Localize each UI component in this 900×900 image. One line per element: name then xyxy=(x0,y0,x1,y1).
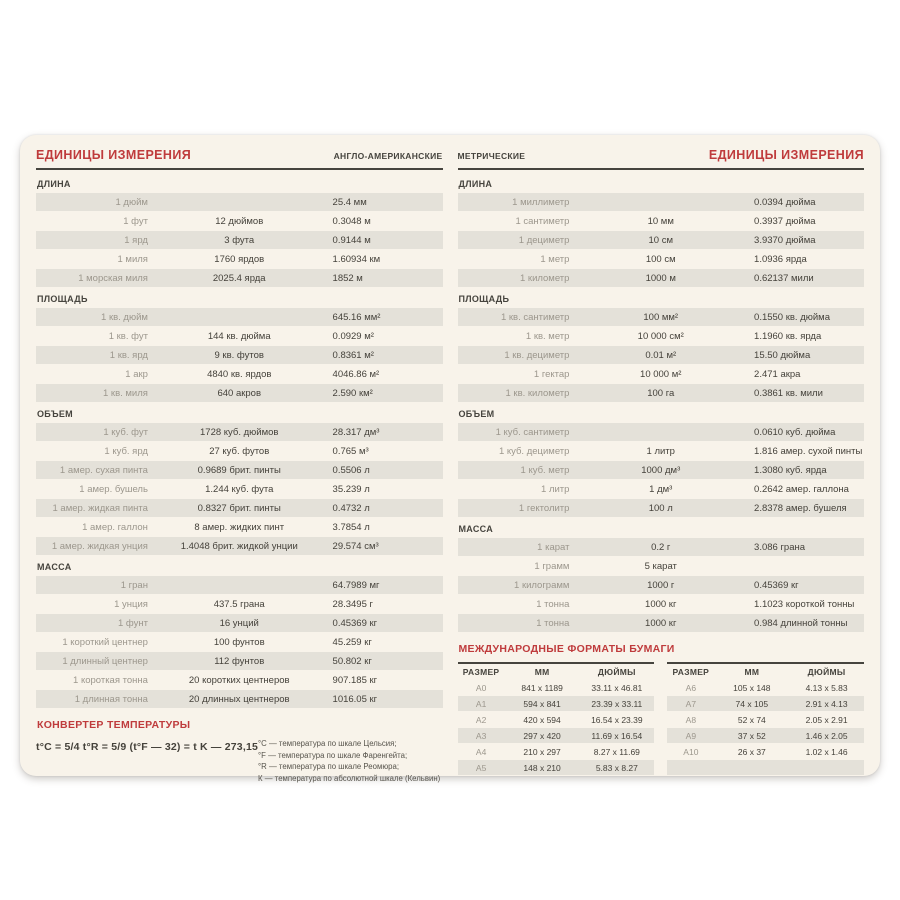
unit-cell: 645.16 мм² xyxy=(332,311,381,323)
paper-cell: 594 x 841 xyxy=(523,698,561,709)
unit-cell: 1 фут xyxy=(123,215,148,227)
paper-cell: A9 xyxy=(685,730,697,741)
paper-table-row xyxy=(667,680,864,695)
paper-cell: 1.46 x 2.05 xyxy=(805,730,848,741)
table-row xyxy=(36,346,443,364)
unit-cell: 1 дюйм xyxy=(115,196,148,208)
table-row xyxy=(36,480,443,498)
table-row xyxy=(458,250,865,268)
temperature-note-line: °C — температура по шкале Цельсия; xyxy=(258,739,397,748)
table-row xyxy=(458,480,865,498)
paper-cell: 26 x 37 xyxy=(737,746,766,757)
unit-cell: 0.984 длинной тонны xyxy=(754,617,848,629)
unit-cell: 0.3048 м xyxy=(332,215,371,227)
paper-table-row xyxy=(458,696,655,711)
unit-cell: 0.0394 дюйма xyxy=(754,196,816,208)
unit-cell: 1728 куб. дюймов xyxy=(200,426,279,438)
unit-cell: 4046.86 м² xyxy=(332,368,380,380)
unit-cell: 0.5506 л xyxy=(332,464,370,476)
unit-cell: 2.8378 амер. бушеля xyxy=(754,502,847,514)
unit-cell: 1.60934 км xyxy=(332,253,381,265)
unit-cell: 1 дм³ xyxy=(649,483,673,495)
paper-column-header: ММ xyxy=(744,666,760,677)
unit-cell: 1000 м xyxy=(645,272,676,284)
paper-cell: A10 xyxy=(683,746,699,757)
unit-cell: 2025.4 ярда xyxy=(212,272,266,284)
unit-section xyxy=(36,562,443,708)
paper-table-row xyxy=(667,696,864,711)
unit-cell: 1 фунт xyxy=(117,617,148,629)
unit-cell: 1 куб. ярд xyxy=(104,445,148,457)
unit-cell: 1 тонна xyxy=(536,617,570,629)
paper-cell: A4 xyxy=(475,746,487,757)
left-column-header xyxy=(36,148,443,170)
unit-cell: 0.9144 м xyxy=(332,234,371,246)
unit-cell: 1 амер. галлон xyxy=(82,521,148,533)
unit-cell: 1 амер. жидкая унция xyxy=(51,540,148,552)
unit-cell: 1000 г xyxy=(647,579,675,591)
unit-cell: 0.4732 л xyxy=(332,502,370,514)
unit-cell: 100 см xyxy=(645,253,676,265)
unit-cell: 3 фута xyxy=(224,234,255,246)
table-row xyxy=(36,537,443,555)
unit-cell: 0.62137 мили xyxy=(754,272,814,284)
section-title: ОБЪЕМ xyxy=(37,409,73,419)
table-row xyxy=(458,595,865,613)
unit-section xyxy=(36,409,443,555)
section-title: ПЛОЩАДЬ xyxy=(37,294,88,304)
unit-cell: 1 литр xyxy=(541,483,570,495)
table-row xyxy=(36,461,443,479)
paper-cell: 16.54 x 23.39 xyxy=(591,714,643,725)
unit-cell: 0.2 г xyxy=(651,541,671,553)
unit-cell: 1000 дм³ xyxy=(641,464,681,476)
paper-column-header: ММ xyxy=(534,666,550,677)
unit-cell: 16 унций xyxy=(219,617,259,629)
table-row xyxy=(36,499,443,517)
unit-cell: 1 длинный центнер xyxy=(62,655,148,667)
temperature-converter-title: КОНВЕРТЕР ТЕМПЕРАТУРЫ xyxy=(37,719,191,731)
unit-cell: 1 карат xyxy=(537,541,570,553)
unit-cell: 15.50 дюйма xyxy=(754,349,811,361)
reference-page-card xyxy=(20,135,880,784)
column-subtitle-metric: МЕТРИЧЕСКИЕ xyxy=(457,151,526,161)
table-row xyxy=(458,212,865,230)
unit-cell: 45.259 кг xyxy=(332,636,372,648)
table-row xyxy=(458,308,865,326)
unit-cell: 20 коротких центнеров xyxy=(188,674,290,686)
paper-table-row xyxy=(458,728,655,743)
unit-cell: 1.816 амер. сухой пинты xyxy=(754,445,863,457)
unit-cell: 1 миля xyxy=(117,253,148,265)
unit-cell: 1 ярд xyxy=(124,234,148,246)
unit-cell: 100 фунтов xyxy=(213,636,265,648)
paper-cell: 11.69 x 16.54 xyxy=(591,730,643,741)
temperature-formula: t°C = 5/4 t°R = 5/9 (t°F — 32) = t K — 273,15 xyxy=(36,741,259,753)
paper-cell: 841 x 1189 xyxy=(521,682,563,693)
unit-cell: 1016.05 кг xyxy=(332,693,378,705)
paper-table-header-row xyxy=(667,662,864,679)
table-row xyxy=(36,614,443,632)
unit-cell: 1760 ярдов xyxy=(214,253,265,265)
paper-cell: A6 xyxy=(685,682,697,693)
table-row xyxy=(458,614,865,632)
section-title: ПЛОЩАДЬ xyxy=(458,294,510,304)
table-row xyxy=(36,308,443,326)
table-row xyxy=(458,384,865,402)
metric-column xyxy=(457,148,865,773)
unit-cell: 3.7854 л xyxy=(332,521,370,533)
unit-cell: 1.1023 короткой тонны xyxy=(754,598,855,610)
unit-table xyxy=(36,193,443,287)
paper-table-row xyxy=(667,728,864,743)
unit-cell: 1 амер. жидкая пинта xyxy=(52,502,148,514)
unit-cell: 10 мм xyxy=(647,215,674,227)
unit-cell: 0.01 м² xyxy=(645,349,677,361)
unit-cell: 5 карат xyxy=(644,560,677,572)
unit-cell: 29.574 см³ xyxy=(332,540,379,552)
unit-cell: 8 амер. жидких пинт xyxy=(194,521,285,533)
paper-table-row xyxy=(458,760,655,775)
unit-cell: 1852 м xyxy=(332,272,363,284)
paper-cell: A0 xyxy=(475,682,487,693)
paper-cell: A1 xyxy=(475,698,487,709)
paper-column-header: РАЗМЕР xyxy=(462,666,500,677)
unit-section xyxy=(36,294,443,402)
unit-cell: 112 фунтов xyxy=(214,655,265,667)
unit-cell: 10 000 м² xyxy=(640,368,682,380)
section-title: МАССА xyxy=(458,524,494,534)
table-row xyxy=(458,327,865,345)
paper-table-row xyxy=(458,712,655,727)
unit-table xyxy=(458,423,865,517)
unit-table xyxy=(458,193,865,287)
paper-cell: 74 x 105 xyxy=(735,698,769,709)
table-row xyxy=(36,212,443,230)
paper-cell: 105 x 148 xyxy=(733,682,771,693)
paper-cell: 33.11 x 46.81 xyxy=(591,682,643,693)
unit-cell: 1 метр xyxy=(540,253,570,265)
unit-cell: 1.3080 куб. ярда xyxy=(754,464,827,476)
paper-table-row xyxy=(667,712,864,727)
unit-cell: 1 акр xyxy=(125,368,148,380)
paper-table-row xyxy=(667,744,864,759)
unit-cell: 25.4 мм xyxy=(332,196,367,208)
two-column-layout xyxy=(36,148,864,784)
paper-formats-table-a6-a10 xyxy=(667,662,864,776)
paper-cell: 148 x 210 xyxy=(523,762,561,773)
section-title: ДЛИНА xyxy=(458,179,493,189)
unit-cell: 1 амер. бушель xyxy=(79,483,148,495)
unit-cell: 1 кв. дюйм xyxy=(101,311,148,323)
unit-cell: 1 амер. сухая пинта xyxy=(59,464,148,476)
unit-cell: 2.471 акра xyxy=(754,368,801,380)
table-row xyxy=(36,652,443,670)
unit-cell: 100 мм² xyxy=(643,311,679,323)
table-row xyxy=(458,461,865,479)
unit-cell: 1 кв. миля xyxy=(103,387,148,399)
unit-cell: 1 килограмм xyxy=(514,579,570,591)
table-row xyxy=(458,499,865,517)
paper-cell: 5.83 x 8.27 xyxy=(595,762,638,773)
temperature-converter-body xyxy=(36,738,443,785)
paper-cell: 297 x 420 xyxy=(523,730,561,741)
paper-column-header: ДЮЙМЫ xyxy=(597,666,636,677)
table-row xyxy=(36,595,443,613)
paper-formats xyxy=(458,643,865,776)
unit-cell: 907.185 кг xyxy=(332,674,378,686)
unit-cell: 1 морская миля xyxy=(78,272,148,284)
unit-cell: 0.2642 амер. галлона xyxy=(754,483,849,495)
unit-cell: 0.1550 кв. дюйма xyxy=(754,311,830,323)
unit-cell: 1 кв. метр xyxy=(525,330,570,342)
page-title-right: ЕДИНИЦЫ ИЗМЕРЕНИЯ xyxy=(708,148,864,162)
temperature-note-line: °F — температура по шкале Фаренгейта; xyxy=(258,750,408,760)
unit-cell: 4840 кв. ярдов xyxy=(207,368,272,380)
paper-formats-table-a0-a5 xyxy=(458,662,655,776)
unit-cell: 0.0929 м² xyxy=(332,330,374,342)
unit-section xyxy=(458,294,865,402)
unit-cell: 3.086 грана xyxy=(754,541,806,553)
paper-cell: 8.27 x 11.69 xyxy=(593,746,640,757)
unit-cell: 0.765 м³ xyxy=(332,445,369,457)
table-row xyxy=(36,365,443,383)
unit-cell: 28.317 дм³ xyxy=(332,426,380,438)
unit-cell: 0.9689 брит. пинты xyxy=(197,464,281,476)
table-row xyxy=(36,442,443,460)
unit-cell: 100 га xyxy=(647,387,675,399)
table-row xyxy=(458,365,865,383)
unit-cell: 1.244 куб. фута xyxy=(205,483,274,495)
unit-cell: 144 кв. дюйма xyxy=(207,330,271,342)
table-row xyxy=(36,231,443,249)
unit-cell: 0.8361 м² xyxy=(332,349,374,361)
paper-cell: A8 xyxy=(685,714,697,725)
unit-table xyxy=(36,308,443,402)
unit-cell: 1 тонна xyxy=(536,598,570,610)
unit-table xyxy=(36,576,443,708)
unit-cell: 0.45369 кг xyxy=(332,617,378,629)
table-row xyxy=(458,231,865,249)
table-row xyxy=(458,557,865,575)
table-row xyxy=(36,671,443,689)
paper-cell: 420 x 594 xyxy=(523,714,561,725)
unit-cell: 0.45369 кг xyxy=(754,579,799,591)
unit-cell: 437.5 грана xyxy=(213,598,265,610)
paper-cell: 210 x 297 xyxy=(523,746,561,757)
table-row xyxy=(36,633,443,651)
unit-cell: 27 куб. футов xyxy=(209,445,270,457)
unit-section xyxy=(458,179,865,287)
unit-cell: 1 кв. ярд xyxy=(109,349,148,361)
temperature-converter xyxy=(36,719,443,785)
unit-cell: 1 гектар xyxy=(533,368,570,380)
table-row xyxy=(36,327,443,345)
unit-cell: 1 дециметр xyxy=(518,234,570,246)
unit-cell: 10 см xyxy=(648,234,673,246)
page-title: ЕДИНИЦЫ ИЗМЕРЕНИЯ xyxy=(36,148,192,162)
table-row xyxy=(36,423,443,441)
unit-cell: 0.0610 куб. дюйма xyxy=(754,426,836,438)
temperature-note-line: °R — температура по шкале Реомюра; xyxy=(258,762,399,772)
table-row xyxy=(458,538,865,556)
paper-cell: 37 x 52 xyxy=(737,730,766,741)
unit-cell: 3.9370 дюйма xyxy=(754,234,816,246)
paper-table-row xyxy=(458,744,655,759)
unit-cell: 1000 кг xyxy=(645,617,677,629)
unit-cell: 10 000 см² xyxy=(637,330,684,342)
paper-formats-tables xyxy=(458,662,865,776)
paper-cell: A3 xyxy=(475,730,487,741)
unit-cell: 64.7989 мг xyxy=(332,579,380,591)
unit-table xyxy=(458,308,865,402)
unit-cell: 1.1960 кв. ярда xyxy=(754,330,822,342)
section-title: МАССА xyxy=(37,562,72,572)
table-row xyxy=(458,442,865,460)
unit-cell: 0.3937 дюйма xyxy=(754,215,816,227)
unit-cell: 1 куб. метр xyxy=(520,464,570,476)
paper-formats-title: МЕЖДУНАРОДНЫЕ ФОРМАТЫ БУМАГИ xyxy=(458,643,675,655)
paper-column-header: РАЗМЕР xyxy=(672,666,710,677)
table-row xyxy=(36,690,443,708)
unit-cell: 1000 кг xyxy=(645,598,677,610)
paper-cell: 2.91 x 4.13 xyxy=(805,698,848,709)
unit-cell: 1 короткий центнер xyxy=(62,636,148,648)
unit-cell: 50.802 кг xyxy=(332,655,372,667)
metric-unit-sections xyxy=(458,179,865,632)
unit-cell: 1 миллиметр xyxy=(512,196,570,208)
unit-cell: 1 длинная тонна xyxy=(74,693,148,705)
table-row xyxy=(36,518,443,536)
paper-cell: 23.39 x 33.11 xyxy=(591,698,643,709)
temperature-notes xyxy=(258,738,442,785)
unit-cell: 35.239 л xyxy=(332,483,370,495)
unit-section xyxy=(36,179,443,287)
unit-cell: 1 гран xyxy=(120,579,148,591)
table-row xyxy=(36,576,443,594)
unit-cell: 1 километр xyxy=(519,272,570,284)
column-subtitle-anglo-american: АНГЛО-АМЕРИКАНСКИЕ xyxy=(333,151,443,161)
paper-cell: A5 xyxy=(475,762,487,773)
paper-cell: A2 xyxy=(475,714,487,725)
unit-cell: 1 кв. сантиметр xyxy=(500,311,570,323)
paper-table-header-row xyxy=(458,662,655,679)
unit-cell: 0.3861 кв. мили xyxy=(754,387,823,399)
right-column-header xyxy=(458,148,865,170)
unit-cell: 28.3495 г xyxy=(332,598,373,610)
unit-cell: 1 сантиметр xyxy=(515,215,570,227)
anglo-american-column xyxy=(36,148,443,784)
unit-cell: 0.8327 брит. пинты xyxy=(197,502,281,514)
paper-cell: 2.05 x 2.91 xyxy=(805,714,848,725)
table-row xyxy=(458,576,865,594)
unit-section xyxy=(458,524,865,632)
unit-cell: 20 длинных центнеров xyxy=(188,693,290,705)
unit-cell: 9 кв. футов xyxy=(214,349,264,361)
unit-cell: 1.0936 ярда xyxy=(754,253,807,265)
unit-cell: 1 куб. фут xyxy=(103,426,148,438)
paper-cell: 52 x 74 xyxy=(737,714,766,725)
unit-cell: 1 куб. дециметр xyxy=(498,445,570,457)
table-row xyxy=(36,193,443,211)
unit-cell: 1 литр xyxy=(646,445,675,457)
section-title: ДЛИНА xyxy=(37,179,71,189)
unit-cell: 1 грамм xyxy=(534,560,570,572)
unit-cell: 100 л xyxy=(648,502,673,514)
unit-table xyxy=(36,423,443,555)
paper-table-row xyxy=(667,760,864,775)
unit-cell: 1 гектолитр xyxy=(518,502,570,514)
paper-table-row xyxy=(458,680,655,695)
unit-section xyxy=(458,409,865,517)
section-title: ОБЪЕМ xyxy=(458,409,495,419)
unit-cell: 1 кв. фут xyxy=(108,330,148,342)
unit-cell: 12 дюймов xyxy=(215,215,264,227)
table-row xyxy=(458,193,865,211)
table-row xyxy=(36,384,443,402)
table-row xyxy=(36,269,443,287)
unit-cell: 1 короткая тонна xyxy=(73,674,148,686)
table-row xyxy=(458,423,865,441)
paper-cell: A7 xyxy=(685,698,697,709)
temperature-note-line: К — температура по абсолютной шкале (Кельвин) xyxy=(258,774,441,784)
paper-column-header: ДЮЙМЫ xyxy=(807,666,846,677)
unit-cell: 1 куб. сантиметр xyxy=(495,426,570,438)
unit-cell: 1 кв. дециметр xyxy=(504,349,570,361)
unit-cell: 1 кв. километр xyxy=(505,387,570,399)
unit-table xyxy=(458,538,865,632)
table-row xyxy=(36,250,443,268)
anglo-american-unit-sections xyxy=(36,179,443,708)
table-row xyxy=(458,346,865,364)
unit-cell: 1.4048 брит. жидкой унции xyxy=(180,540,298,552)
unit-cell: 640 акров xyxy=(217,387,261,399)
paper-cell: 1.02 x 1.46 xyxy=(805,746,848,757)
unit-cell: 2.590 км² xyxy=(332,387,373,399)
unit-cell: 1 унция xyxy=(114,598,148,610)
paper-cell: 4.13 x 5.83 xyxy=(805,682,848,693)
table-row xyxy=(458,269,865,287)
